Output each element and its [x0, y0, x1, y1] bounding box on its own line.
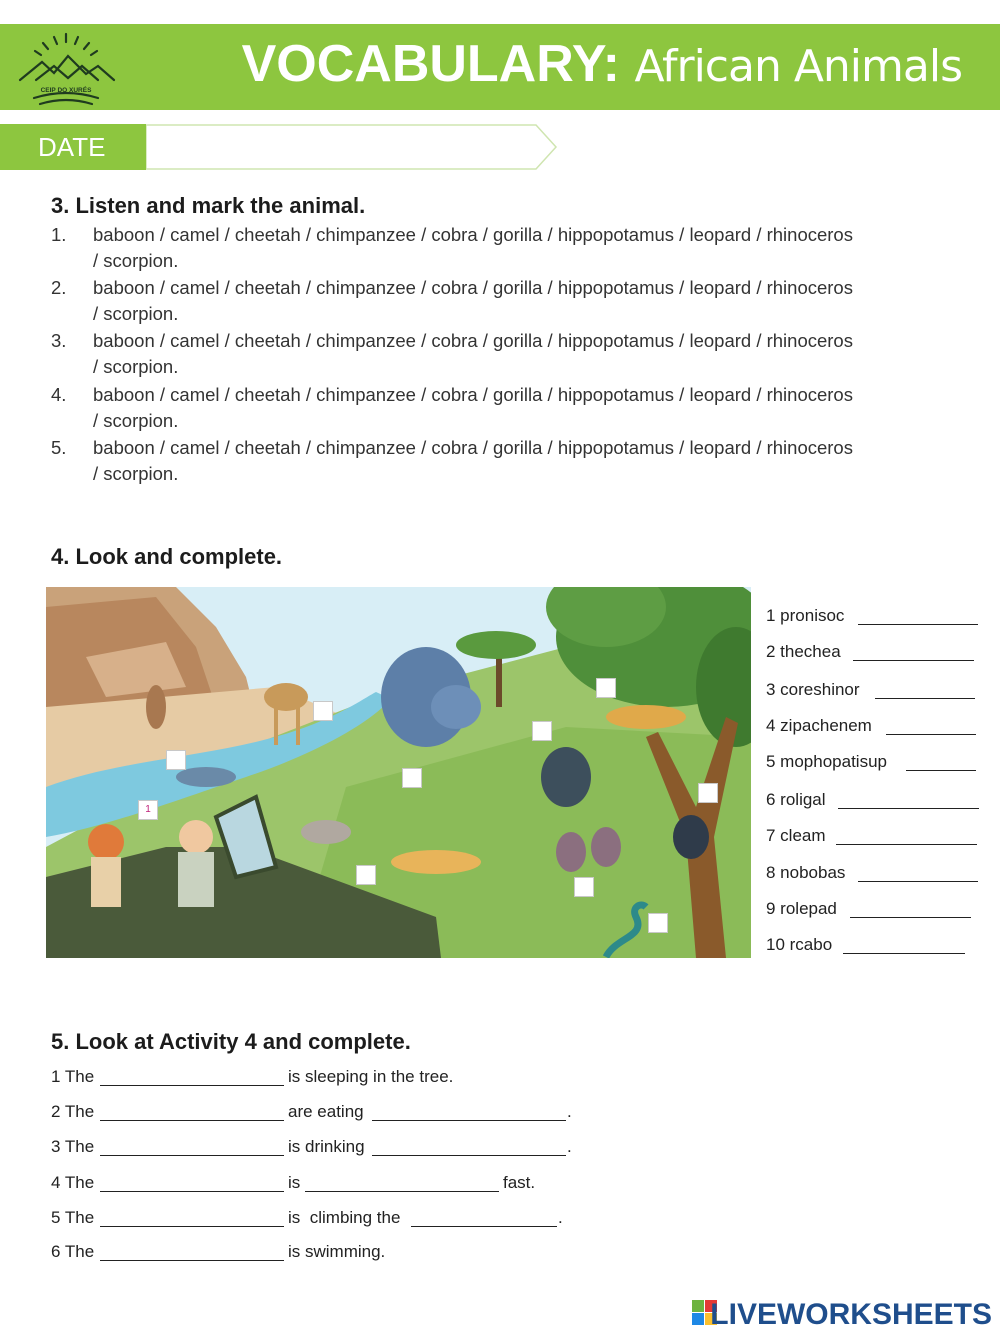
label-box[interactable] — [356, 865, 376, 885]
answer-line[interactable] — [100, 1155, 284, 1156]
label-box[interactable] — [402, 768, 422, 788]
item-options[interactable]: baboon / camel / cheetah / chimpanzee / cobra / gorilla / hippopotamus / leopard / rhinoceros — [93, 224, 853, 245]
answer-line[interactable] — [372, 1155, 566, 1156]
list-item — [51, 435, 971, 488]
answer-line[interactable] — [858, 881, 978, 882]
sentence-number: 5 The — [51, 1208, 95, 1227]
page-title — [242, 34, 962, 94]
label-box[interactable] — [596, 678, 616, 698]
logo-text: CEIP DO XURÉS — [40, 87, 92, 94]
item-number: 2. — [51, 277, 67, 298]
scrambled-word: 4 zipachenem — [766, 716, 872, 735]
sentence-number: 4 The — [51, 1173, 95, 1192]
item-options[interactable]: baboon / camel / cheetah / chimpanzee / cobra / gorilla / hippopotamus / leopard / rhinoceros — [93, 330, 853, 351]
sentence-text: is climbing the — [288, 1208, 401, 1227]
answer-line[interactable] — [838, 808, 979, 809]
footer-brand[interactable]: LIVEWORKSHEETS — [710, 1298, 992, 1331]
item-number: 5. — [51, 437, 67, 458]
label-box[interactable] — [648, 913, 668, 933]
scrambled-word: 1 pronisoc — [766, 606, 845, 625]
sentence-end: . — [558, 1208, 563, 1227]
sentence-text: are eating — [288, 1102, 364, 1121]
list-item — [51, 275, 971, 328]
answer-line[interactable] — [843, 953, 965, 954]
sentence-end: . — [567, 1102, 572, 1121]
item-options[interactable]: baboon / camel / cheetah / chimpanzee / cobra / gorilla / hippopotamus / leopard / rhinoceros — [93, 277, 853, 298]
safari-illustration — [46, 587, 751, 958]
answer-line[interactable] — [411, 1226, 557, 1227]
sentence-text: is drinking — [288, 1137, 365, 1156]
sentence-text: is sleeping in the tree. — [288, 1067, 454, 1086]
answer-line[interactable] — [886, 734, 976, 735]
answer-line[interactable] — [100, 1226, 284, 1227]
sentence-end: fast. — [503, 1173, 536, 1192]
item-options-end[interactable]: / scorpion. — [93, 463, 179, 484]
list-item — [51, 382, 971, 435]
item-number: 4. — [51, 384, 67, 405]
list-item — [51, 222, 971, 275]
sentence-number: 6 The — [51, 1242, 95, 1261]
sentence-number: 2 The — [51, 1102, 95, 1121]
section3-list — [51, 222, 971, 492]
answer-line[interactable] — [100, 1260, 284, 1261]
scrambled-word: 9 rolepad — [766, 899, 837, 918]
answer-line[interactable] — [836, 844, 977, 845]
item-options-end[interactable]: / scorpion. — [93, 410, 179, 431]
sentence-number: 1 The — [51, 1067, 95, 1086]
sentence-number: 3 The — [51, 1137, 95, 1156]
safari-scene — [46, 587, 751, 958]
list-item — [51, 328, 971, 381]
item-options-end[interactable]: / scorpion. — [93, 303, 179, 324]
item-number: 1. — [51, 224, 67, 245]
answer-line[interactable] — [858, 624, 978, 625]
title-light: African Animals — [634, 41, 962, 92]
section4-heading: 4. Look and complete. — [51, 544, 283, 569]
sentence-text: is — [288, 1173, 301, 1192]
scrambled-word: 5 mophopatisup — [766, 752, 887, 771]
date-label: DATE — [0, 124, 146, 170]
section5-heading: 5. Look at Activity 4 and complete. — [51, 1029, 411, 1054]
answer-line[interactable] — [906, 770, 976, 771]
answer-line[interactable] — [853, 660, 974, 661]
scrambled-word: 7 cleam — [766, 826, 826, 845]
label-box[interactable] — [313, 701, 333, 721]
scrambled-word: 10 rcabo — [766, 935, 833, 954]
scrambled-word: 3 coreshinor — [766, 680, 860, 699]
answer-line[interactable] — [372, 1120, 566, 1121]
school-logo — [14, 28, 118, 108]
sentence-end: . — [567, 1137, 572, 1156]
answer-line[interactable] — [850, 917, 971, 918]
item-options-end[interactable]: / scorpion. — [93, 250, 179, 271]
scrambled-word: 2 thechea — [766, 642, 841, 661]
label-box[interactable] — [574, 877, 594, 897]
answer-line[interactable] — [100, 1085, 284, 1086]
section3-heading: 3. Listen and mark the animal. — [51, 193, 366, 218]
answer-line[interactable] — [100, 1120, 284, 1121]
sentence-text: is swimming. — [288, 1242, 386, 1261]
label-box[interactable] — [166, 750, 186, 770]
item-options[interactable]: baboon / camel / cheetah / chimpanzee / cobra / gorilla / hippopotamus / leopard / rhinoceros — [93, 437, 853, 458]
label-box[interactable] — [532, 721, 552, 741]
answer-line[interactable] — [875, 698, 975, 699]
scrambled-word: 6 roligal — [766, 790, 826, 809]
date-input[interactable] — [146, 124, 558, 170]
scrambled-word: 8 nobobas — [766, 863, 846, 882]
label-box[interactable] — [698, 783, 718, 803]
answer-line[interactable] — [100, 1191, 284, 1192]
title-bold: VOCABULARY: — [241, 35, 620, 93]
header-banner — [0, 24, 1000, 110]
item-number: 3. — [51, 330, 67, 351]
answer-line[interactable] — [305, 1191, 499, 1192]
item-options[interactable]: baboon / camel / cheetah / chimpanzee / cobra / gorilla / hippopotamus / leopard / rhinoceros — [93, 384, 853, 405]
label-box-marked[interactable]: 1 — [138, 800, 158, 820]
item-options-end[interactable]: / scorpion. — [93, 356, 179, 377]
